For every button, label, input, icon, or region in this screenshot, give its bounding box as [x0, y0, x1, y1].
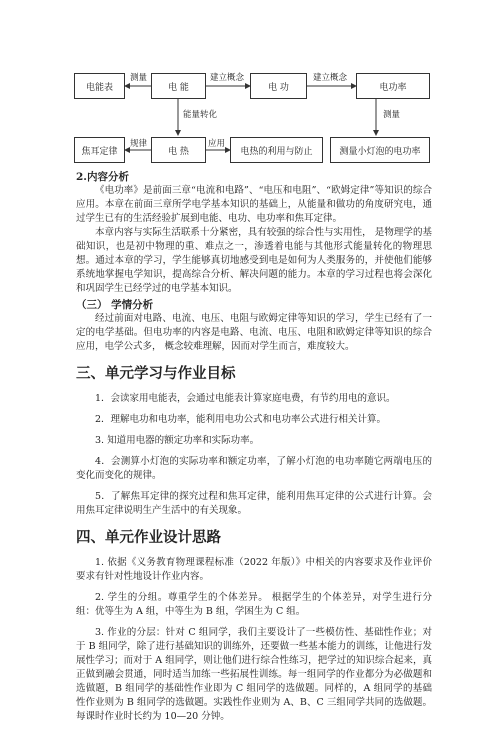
- content-analysis-paragraph: 《电功率》是前面三章“电流和电路”、“电压和电阻”、“欧姆定律”等知识的综合应用。本章在前面三章所学电学基本知识的基础上，从能量和做功的角度研究电，通过学生已有的生活经验扩展到电能、电功、电功率和焦耳定律。: [76, 185, 432, 224]
- edge-label-measure1: 测量: [130, 73, 148, 83]
- section-design-title: 四、单元作业设计思路: [76, 530, 221, 546]
- section-goals-title: 三、单元学习与作业目标: [76, 366, 236, 382]
- design-item: 2. 学生的分组。尊重学生的个体差异。 根据学生的个体差异，对学生进行分组：优等生为 A 组，中等生为 B 组，学困生为 C 组。: [76, 592, 432, 617]
- concept-map: [0, 0, 500, 168]
- design-item: 1. 依据《义务教育物理课程标准（2022 年版）》中相关的内容要求及作业评价要求有针对性地设计作业内容。: [76, 557, 432, 582]
- goal-item: 4．会测算小灯泡的实际功率和额定功率，了解小灯泡的电功率随它两端电压的变化而变化的规律。: [76, 456, 432, 481]
- node-heat-use: 电热的利用与防止: [230, 137, 323, 163]
- node-electric-power: 电功率: [356, 73, 430, 99]
- node-electricity-meter: 电能表: [74, 73, 125, 99]
- goal-item: 5．了解焦耳定律的探究过程和焦耳定律，能利用焦耳定律的公式进行计算。会用焦耳定律说明生产生活中的有关现象。: [76, 491, 432, 516]
- node-bulb-power: 测量小灯泡的电功率: [330, 137, 430, 163]
- document-body: [76, 170, 432, 731]
- node-joule-law: 焦耳定律: [74, 137, 125, 163]
- edge-label-measure2: 测量: [383, 110, 401, 120]
- edge-label-law: 规律: [130, 139, 148, 149]
- edge-label-concept1: 建立概念: [210, 73, 245, 83]
- goal-item: 1．会读家用电能表，会通过电能表计算家庭电费，有节约用电的意识。: [95, 393, 396, 404]
- edge-label-application: 应用: [208, 139, 226, 149]
- node-electric-work: 电 功: [250, 73, 307, 99]
- learning-analysis-paragraph: 经过前面对电路、电流、电压、电阻与欧姆定律等知识的学习，学生已经有了一定的电学基础。但电功率的内容是电路、电流、电压、电阻和欧姆定律等知识的综合应用，电学公式多， 概念较难理解，因而对学生而言，难度较大。: [76, 313, 432, 352]
- design-item: 3. 作业的分层：针对 C 组同学，我们主要设计了一些模仿性、基础性作业；对于 B 组同学，除了进行基础知识的训练外，还要做一些基本能力的训练，让他进行发展性学习；而对于 A 组同学，则让他们进行综合性练习，把学过的知识综合起来，真正做到融会贯通，同时适当加练一些拓展性训练。每一组同学的作业都分为必做题和选做题，B 组同学的基础性作业即为 C 组同学的选做题。同样的，A 组同学的基础性作业则为 B 组同学的选做题。实践性作业则为 A、B、C 三组同学共同的选做题。每课时作业时长约为 10—20 分钟。: [76, 627, 432, 722]
- goal-item: 3. 知道用电器的额定功率和实际功率。: [95, 435, 260, 446]
- edge-label-concept2: 建立概念: [313, 73, 348, 83]
- node-electric-energy: 电 能: [151, 73, 206, 99]
- content-analysis-heading: 2.内容分析: [76, 171, 129, 183]
- node-electric-heat: 电 热: [151, 137, 206, 163]
- edge-label-energy-conversion: 能量转化: [183, 110, 218, 120]
- goal-item: 2．理解电功和电功率，能利用电功公式和电功率公式进行相关计算。: [95, 414, 387, 425]
- learning-analysis-heading: （三） 学情分析: [76, 299, 154, 311]
- content-analysis-paragraph: 本章内容与实际生活联系十分紧密，具有较强的综合性与实用性， 是物理学的基础知识，也是初中物理的重、难点之一，渗透着电能与其他形式能量转化的物理思想。通过本章的学习，学生能够真切地感受到电是如何为人类服务的，并使他们能够系统地掌握电学知识，提高综合分析、解决问题的能力。本章的学习过程也将会深化和巩固学生已经学过的电学基本知识。: [76, 227, 432, 294]
